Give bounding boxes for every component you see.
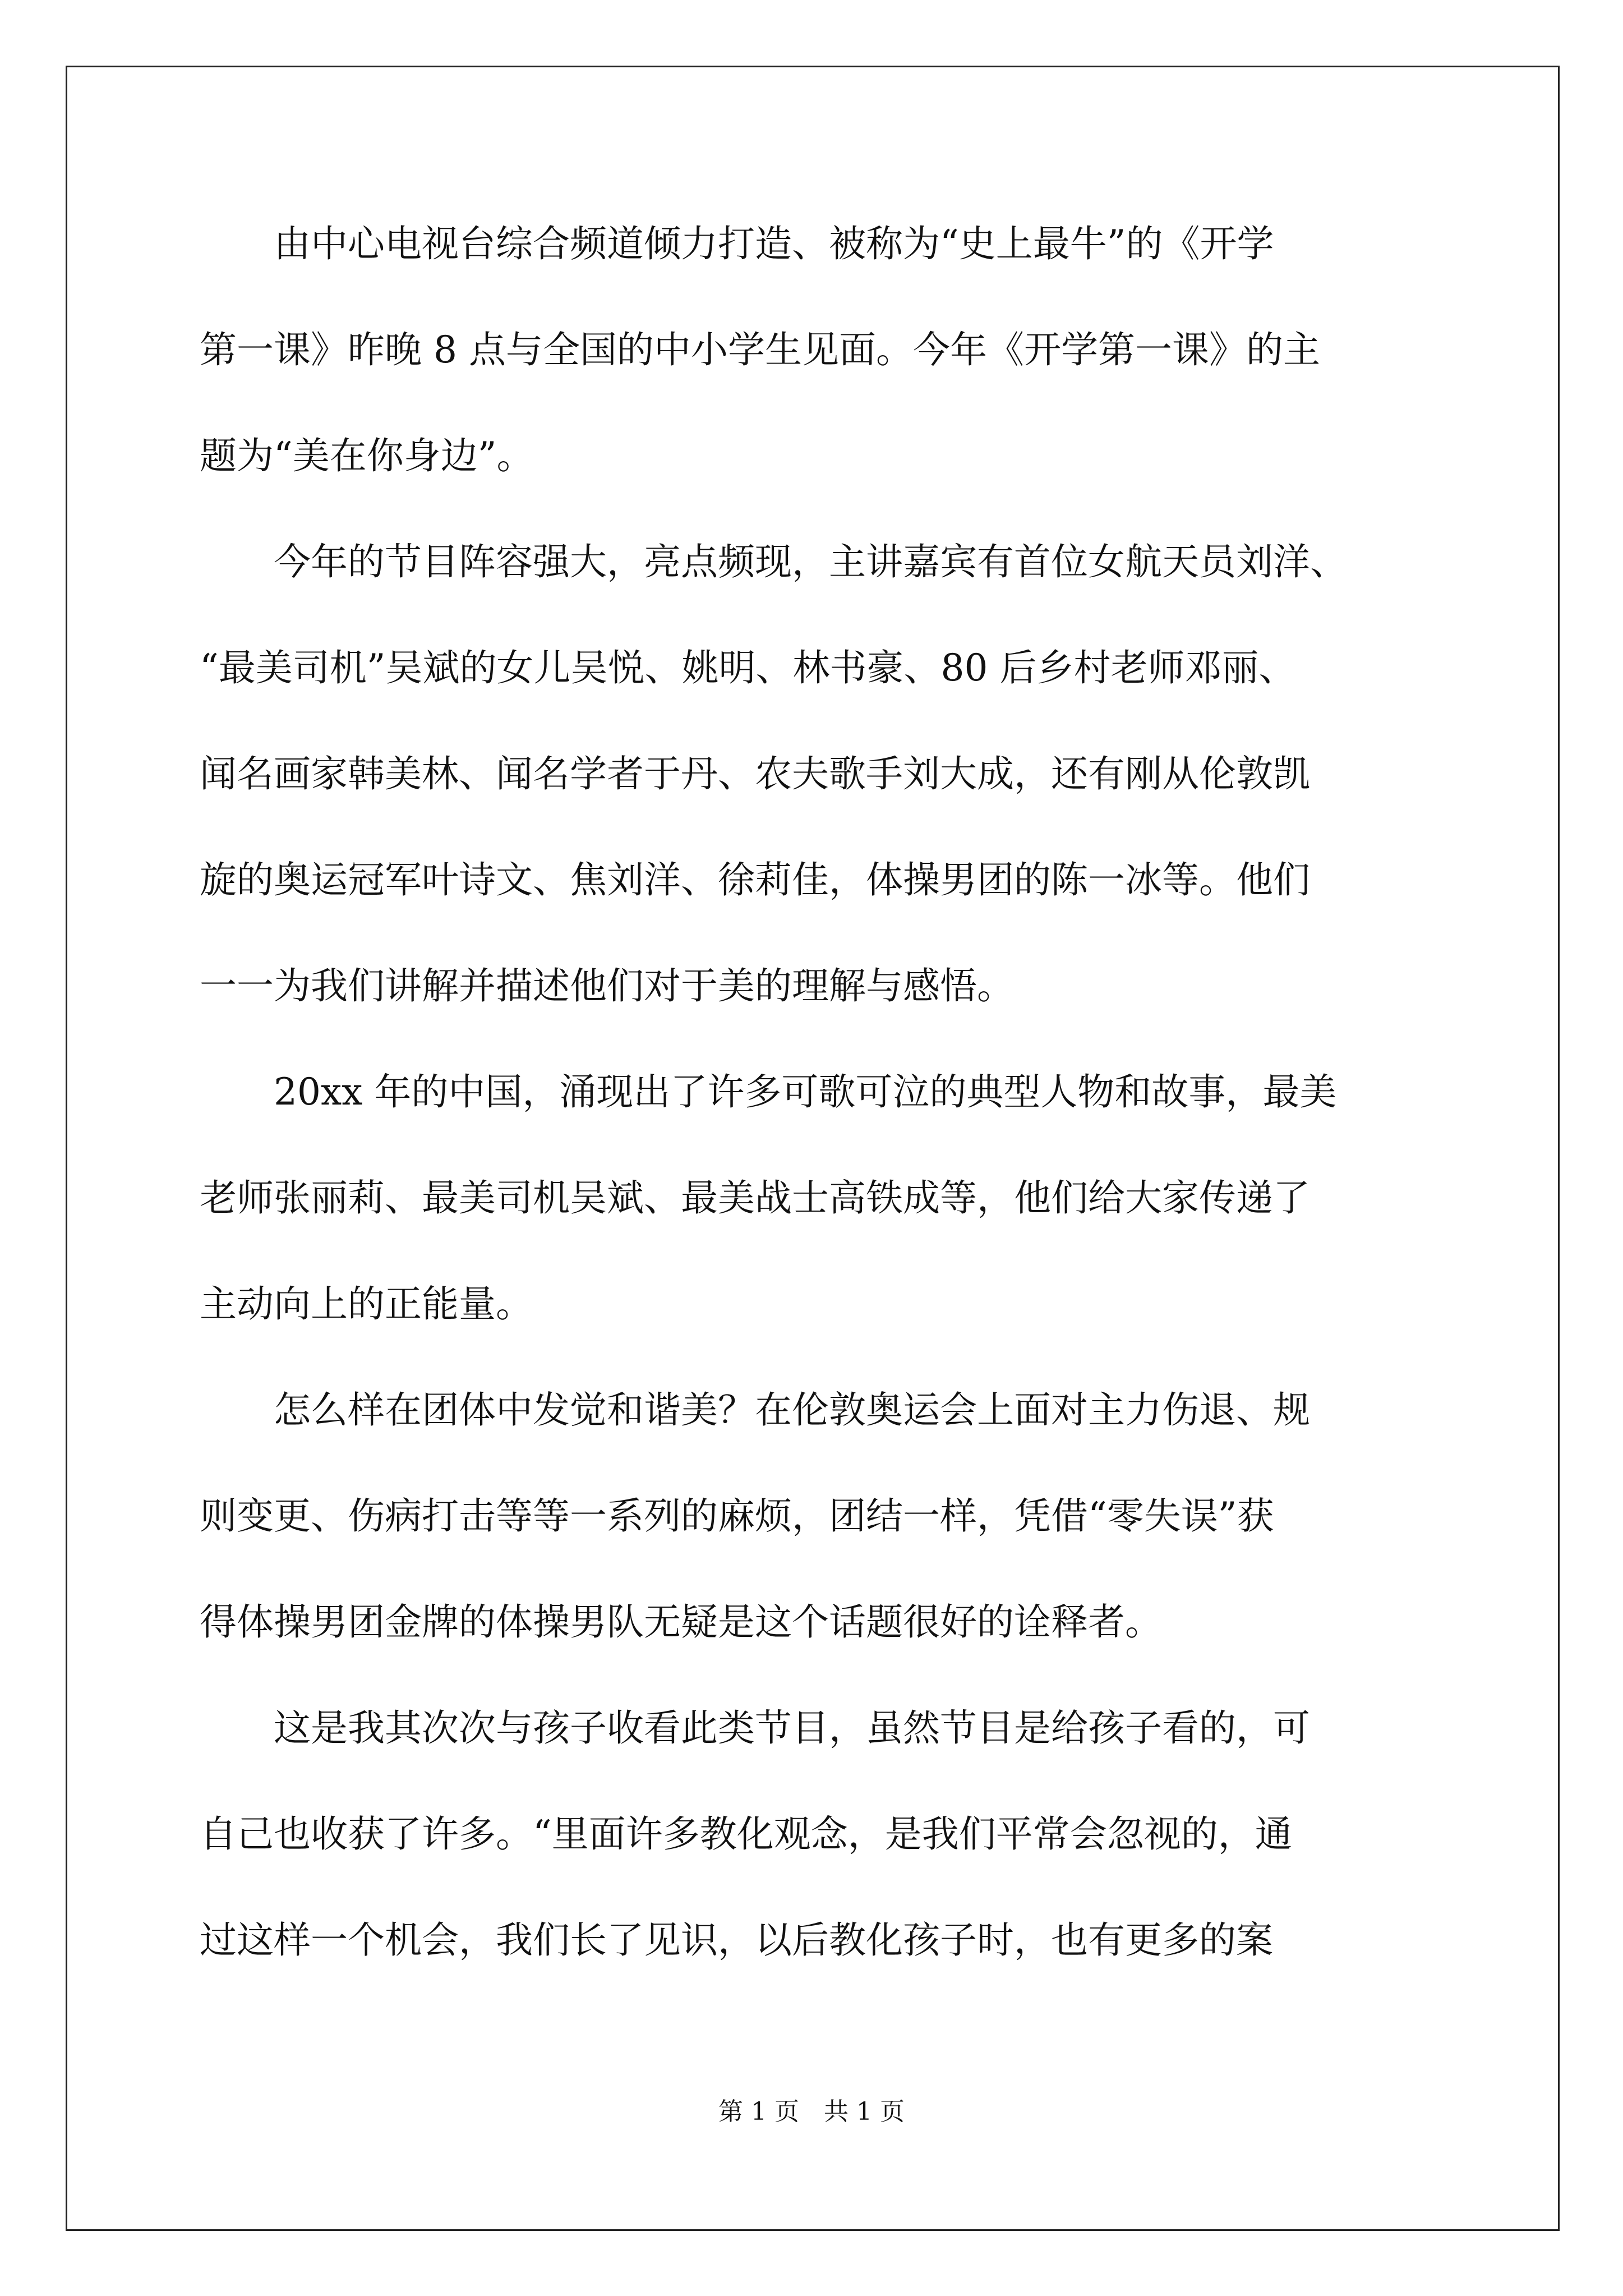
text-line: 旋的奥运冠军叶诗文、焦刘洋、徐莉佳，体操男团的陈一冰等。他们 <box>200 858 1310 901</box>
text-line: 一一为我们讲解并描述他们对于美的理解与感悟。 <box>200 964 1014 1007</box>
text-line: 由中心电视台综合频道倾力打造、被称为“史上最牛”的《开学 <box>200 222 1274 265</box>
document-body <box>200 219 1428 2021</box>
text-line: 闻名画家韩美林、闻名学者于丹、农夫歌手刘大成，还有刚从伦敦凯 <box>200 752 1310 795</box>
text-line: 题为“美在你身边”。 <box>200 434 534 477</box>
text-line: 自己也收获了许多。“里面许多教化观念，是我们平常会忽视的，通 <box>200 1812 1292 1856</box>
text-line: 老师张丽莉、最美司机吴斌、最美战士高铁成等，他们给大家传递了 <box>200 1176 1310 1220</box>
text-line: 怎么样在团体中发觉和谐美？在伦敦奥运会上面对主力伤退、规 <box>200 1388 1310 1432</box>
text-line: 今年的节目阵容强大，亮点频现，主讲嘉宾有首位女航天员刘洋、 <box>200 540 1347 583</box>
text-line: 20xx 年的中国，涌现出了许多可歌可泣的典型人物和故事，最美 <box>200 1070 1337 1114</box>
text-line: 第一课》昨晚 8 点与全国的中小学生见面。今年《开学第一课》的主 <box>200 328 1320 371</box>
text-line: “最美司机”吴斌的女儿吴悦、姚明、林书豪、80 后乡村老师邓丽、 <box>200 646 1296 689</box>
text-line: 主动向上的正能量。 <box>200 1282 533 1326</box>
text-line: 过这样一个机会，我们长了见识，以后教化孩子时，也有更多的案 <box>200 1918 1273 1962</box>
text-line: 这是我其次次与孩子收看此类节目，虽然节目是给孩子看的，可 <box>200 1706 1310 1750</box>
page-footer: 第 1 页 共 1 页 <box>718 2097 905 2126</box>
text-line: 得体操男团金牌的体操男队无疑是这个话题很好的诠释者。 <box>200 1600 1162 1644</box>
text-line: 则变更、伤病打击等等一系列的麻烦，团结一样，凭借“零失误”获 <box>200 1494 1274 1538</box>
